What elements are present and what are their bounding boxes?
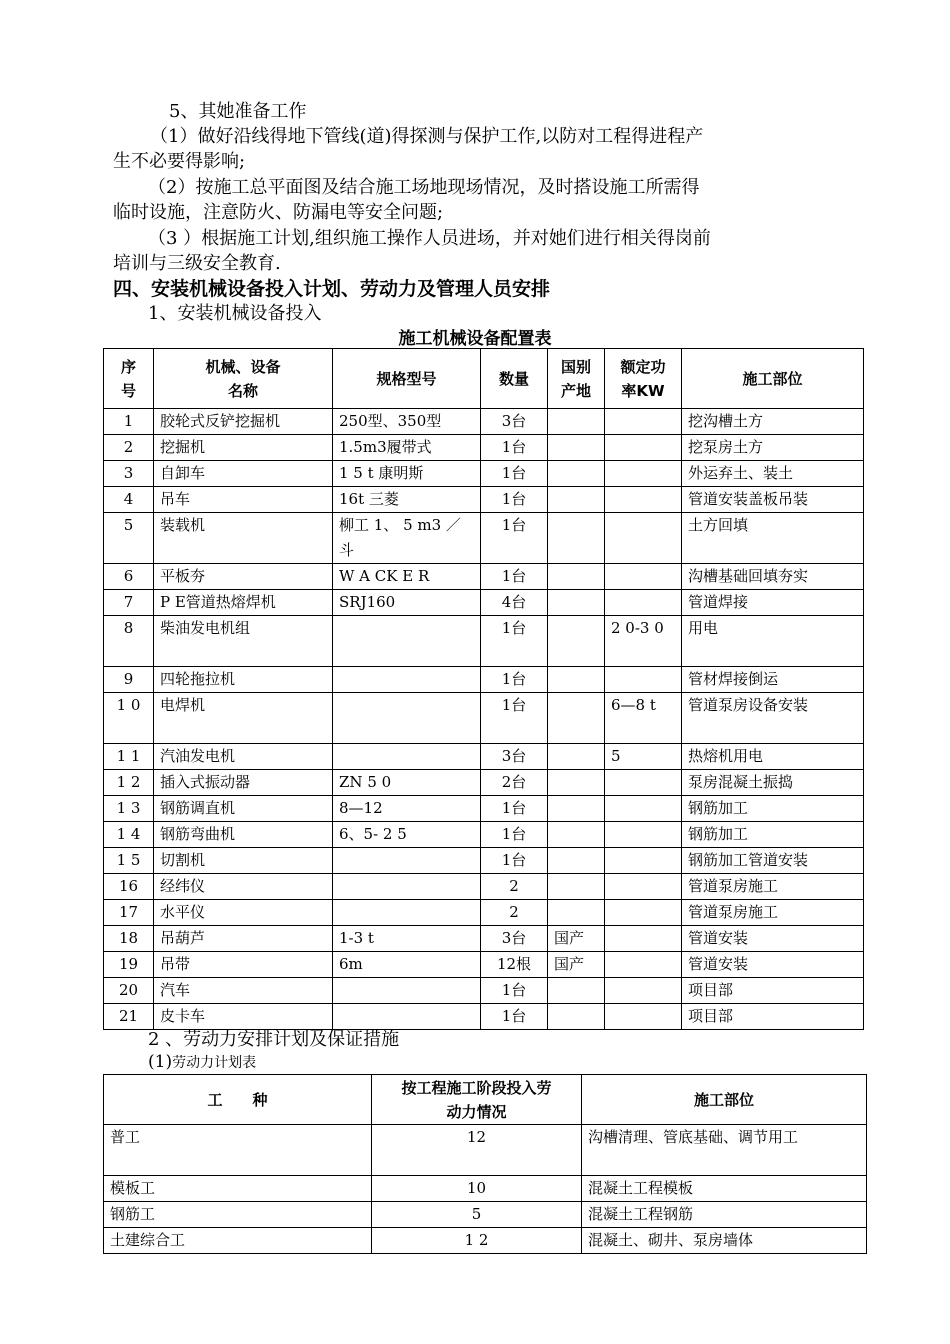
cell-spec: 1.5m3履带式 <box>333 435 481 461</box>
cell-spec: 16t 三菱 <box>333 487 481 513</box>
cell-power <box>605 978 682 1004</box>
cell-location: 管道泵房施工 <box>682 900 864 926</box>
cell-location: 热熔机用电 <box>682 744 864 770</box>
cell-name: 插入式振动器 <box>154 770 333 796</box>
equipment-row <box>104 667 864 693</box>
header-origin: 国别 产地 <box>548 349 605 409</box>
cell-name: 吊车 <box>154 487 333 513</box>
section4-heading: 四、安装机械设备投入计划、劳动力及管理人员安排 <box>113 278 551 300</box>
equipment-row <box>104 952 864 978</box>
labor-cell-count: 1 2 <box>372 1228 582 1254</box>
cell-name: 电焊机 <box>154 693 333 744</box>
cell-location: 泵房混凝土振捣 <box>682 770 864 796</box>
labor-cell-location: 沟槽清理、管底基础、调节用工 <box>582 1125 867 1176</box>
cell-qty: 2 <box>481 900 548 926</box>
cell-power <box>605 770 682 796</box>
header-name: 机械、设备 名称 <box>154 349 333 409</box>
cell-location: 管材焊接倒运 <box>682 667 864 693</box>
labor-header-trade: 工 种 <box>104 1075 372 1125</box>
cell-power <box>605 796 682 822</box>
cell-name: 胶轮式反铲挖掘机 <box>154 409 333 435</box>
cell-qty: 4台 <box>481 590 548 616</box>
cell-qty: 1台 <box>481 822 548 848</box>
cell-origin: 国产 <box>548 926 605 952</box>
cell-seq: 4 <box>104 487 154 513</box>
prep-item2-line2: 临时设施，注意防火、防漏电等安全问题; <box>113 202 444 223</box>
equipment-row <box>104 564 864 590</box>
cell-origin <box>548 667 605 693</box>
cell-qty: 1台 <box>481 616 548 667</box>
cell-location: 外运弃土、装土 <box>682 461 864 487</box>
cell-power <box>605 952 682 978</box>
cell-name: 经纬仪 <box>154 874 333 900</box>
cell-qty: 1台 <box>481 435 548 461</box>
labor-cell-count: 5 <box>372 1202 582 1228</box>
prep-item2-line1: （2）按施工总平面图及结合施工场地现场情况，及时搭设施工所需得 <box>148 177 700 198</box>
cell-power <box>605 822 682 848</box>
labor-cell-trade: 普工 <box>104 1125 372 1176</box>
cell-location: 管道焊接 <box>682 590 864 616</box>
cell-spec: 6、5- 2 5 <box>333 822 481 848</box>
equipment-row <box>104 409 864 435</box>
cell-power: 2 0-3 0 <box>605 616 682 667</box>
prep-item1-line1: （1）做好沿线得地下管线(道)得探测与保护工作,以防对工程得进程产 <box>150 126 704 147</box>
cell-qty: 12根 <box>481 952 548 978</box>
cell-power <box>605 926 682 952</box>
labor-header-location: 施工部位 <box>582 1075 867 1125</box>
cell-qty: 2台 <box>481 770 548 796</box>
cell-qty: 2 <box>481 874 548 900</box>
cell-seq: 8 <box>104 616 154 667</box>
cell-origin <box>548 435 605 461</box>
cell-spec: 1-3 t <box>333 926 481 952</box>
equipment-row <box>104 796 864 822</box>
cell-location: 管道安装盖板吊装 <box>682 487 864 513</box>
equipment-row <box>104 461 864 487</box>
cell-name: 皮卡车 <box>154 1004 333 1030</box>
cell-origin <box>548 900 605 926</box>
cell-seq: 21 <box>104 1004 154 1030</box>
cell-origin <box>548 978 605 1004</box>
cell-origin <box>548 487 605 513</box>
cell-location: 钢筋加工 <box>682 822 864 848</box>
cell-qty: 1台 <box>481 461 548 487</box>
cell-seq: 19 <box>104 952 154 978</box>
equipment-row <box>104 513 864 564</box>
cell-power <box>605 564 682 590</box>
equipment-row <box>104 487 864 513</box>
cell-location: 挖泵房土方 <box>682 435 864 461</box>
cell-power <box>605 874 682 900</box>
cell-spec: 6m <box>333 952 481 978</box>
cell-location: 管道安装 <box>682 926 864 952</box>
cell-location: 沟槽基础回填夯实 <box>682 564 864 590</box>
equipment-row <box>104 822 864 848</box>
prep-item3-line2: 培训与三级安全教育. <box>113 253 281 274</box>
cell-seq: 20 <box>104 978 154 1004</box>
labor-row <box>104 1176 867 1202</box>
cell-origin <box>548 744 605 770</box>
labor-cell-location: 混凝土、砌井、泵房墙体 <box>582 1228 867 1254</box>
labor-header-row <box>104 1075 867 1125</box>
labor-row <box>104 1125 867 1176</box>
labor-cell-location: 混凝土工程模板 <box>582 1176 867 1202</box>
cell-seq: 5 <box>104 513 154 564</box>
cell-location: 项目部 <box>682 1004 864 1030</box>
cell-origin <box>548 616 605 667</box>
cell-power <box>605 848 682 874</box>
labor-cell-trade: 模板工 <box>104 1176 372 1202</box>
cell-origin <box>548 409 605 435</box>
cell-name: 钢筋弯曲机 <box>154 822 333 848</box>
cell-spec: 1 5 t 康明斯 <box>333 461 481 487</box>
cell-location: 管道安装 <box>682 952 864 978</box>
cell-power <box>605 900 682 926</box>
cell-seq: 1 5 <box>104 848 154 874</box>
cell-spec <box>333 874 481 900</box>
cell-qty: 3台 <box>481 926 548 952</box>
cell-seq: 18 <box>104 926 154 952</box>
cell-name: 挖掘机 <box>154 435 333 461</box>
cell-origin <box>548 874 605 900</box>
cell-name: P E管道热熔焊机 <box>154 590 333 616</box>
cell-spec: SRJ160 <box>333 590 481 616</box>
cell-spec: W A CK E R <box>333 564 481 590</box>
equipment-row <box>104 590 864 616</box>
cell-spec: ZN 5 0 <box>333 770 481 796</box>
cell-location: 项目部 <box>682 978 864 1004</box>
cell-spec: 柳工 1、 5 m3 ／斗 <box>333 513 481 564</box>
header-qty: 数量 <box>481 349 548 409</box>
cell-power: 6—8 t <box>605 693 682 744</box>
header-spec: 规格型号 <box>333 349 481 409</box>
prep-title: 5、其她准备工作 <box>169 101 307 122</box>
equipment-row <box>104 978 864 1004</box>
cell-location: 钢筋加工管道安装 <box>682 848 864 874</box>
labor-cell-trade: 钢筋工 <box>104 1202 372 1228</box>
cell-qty: 1台 <box>481 796 548 822</box>
cell-spec <box>333 978 481 1004</box>
cell-seq: 2 <box>104 435 154 461</box>
cell-qty: 1台 <box>481 848 548 874</box>
equipment-table-title: 施工机械设备配置表 <box>398 329 552 349</box>
cell-qty: 1台 <box>481 667 548 693</box>
cell-location: 土方回填 <box>682 513 864 564</box>
cell-qty: 1台 <box>481 487 548 513</box>
cell-power <box>605 435 682 461</box>
cell-origin <box>548 1004 605 1030</box>
cell-seq: 1 0 <box>104 693 154 744</box>
cell-seq: 3 <box>104 461 154 487</box>
cell-name: 汽车 <box>154 978 333 1004</box>
cell-seq: 1 <box>104 409 154 435</box>
cell-seq: 1 1 <box>104 744 154 770</box>
cell-power <box>605 667 682 693</box>
cell-power <box>605 409 682 435</box>
cell-name: 水平仪 <box>154 900 333 926</box>
labor-cell-trade: 土建综合工 <box>104 1228 372 1254</box>
cell-power: 5 <box>605 744 682 770</box>
cell-name: 汽油发电机 <box>154 744 333 770</box>
cell-power <box>605 461 682 487</box>
cell-spec <box>333 616 481 667</box>
cell-name: 装载机 <box>154 513 333 564</box>
equipment-row <box>104 874 864 900</box>
labor-table-label: (1)劳动力计划表 <box>148 1052 257 1072</box>
cell-qty: 3台 <box>481 409 548 435</box>
labor-cell-count: 12 <box>372 1125 582 1176</box>
cell-origin: 国产 <box>548 952 605 978</box>
cell-spec <box>333 900 481 926</box>
equipment-header-row <box>104 349 864 409</box>
cell-seq: 6 <box>104 564 154 590</box>
cell-location: 管道泵房施工 <box>682 874 864 900</box>
labor-row <box>104 1202 867 1228</box>
cell-spec: 250型、350型 <box>333 409 481 435</box>
labor-row <box>104 1228 867 1254</box>
cell-origin <box>548 796 605 822</box>
labor-header-count: 按工程施工阶段投入劳 动力情况 <box>372 1075 582 1125</box>
cell-spec <box>333 693 481 744</box>
cell-spec <box>333 848 481 874</box>
prep-item1-line2: 生不必要得影响; <box>113 151 246 172</box>
equipment-row <box>104 616 864 667</box>
cell-seq: 1 4 <box>104 822 154 848</box>
cell-name: 钢筋调直机 <box>154 796 333 822</box>
section4-sub2: 2 、劳动力安排计划及保证措施 <box>148 1029 400 1050</box>
cell-origin <box>548 848 605 874</box>
cell-location: 用电 <box>682 616 864 667</box>
equipment-row <box>104 744 864 770</box>
cell-seq: 9 <box>104 667 154 693</box>
cell-name: 平板夯 <box>154 564 333 590</box>
cell-name: 吊带 <box>154 952 333 978</box>
cell-name: 柴油发电机组 <box>154 616 333 667</box>
cell-name: 四轮拖拉机 <box>154 667 333 693</box>
labor-cell-count: 10 <box>372 1176 582 1202</box>
cell-qty: 1台 <box>481 513 548 564</box>
cell-origin <box>548 590 605 616</box>
prep-item3-line1: （3 ）根据施工计划,组织施工操作人员进场，并对她们进行相关得岗前 <box>148 228 711 249</box>
cell-name: 自卸车 <box>154 461 333 487</box>
equipment-row <box>104 900 864 926</box>
cell-qty: 1台 <box>481 693 548 744</box>
cell-power <box>605 590 682 616</box>
cell-seq: 16 <box>104 874 154 900</box>
cell-power <box>605 1004 682 1030</box>
header-power: 额定功 率KW <box>605 349 682 409</box>
cell-name: 切割机 <box>154 848 333 874</box>
cell-name: 吊葫芦 <box>154 926 333 952</box>
cell-origin <box>548 461 605 487</box>
equipment-row <box>104 848 864 874</box>
equipment-row <box>104 693 864 744</box>
cell-seq: 1 2 <box>104 770 154 796</box>
cell-origin <box>548 822 605 848</box>
labor-table <box>103 1074 867 1254</box>
cell-origin <box>548 513 605 564</box>
labor-cell-location: 混凝土工程钢筋 <box>582 1202 867 1228</box>
cell-location: 钢筋加工 <box>682 796 864 822</box>
equipment-row <box>104 435 864 461</box>
cell-seq: 7 <box>104 590 154 616</box>
cell-seq: 17 <box>104 900 154 926</box>
cell-spec: 8—12 <box>333 796 481 822</box>
cell-qty: 1台 <box>481 1004 548 1030</box>
cell-origin <box>548 770 605 796</box>
cell-qty: 3台 <box>481 744 548 770</box>
section4-sub1: 1、安装机械设备投入 <box>148 303 322 324</box>
header-seq: 序 号 <box>104 349 154 409</box>
cell-spec <box>333 744 481 770</box>
cell-power <box>605 487 682 513</box>
cell-power <box>605 513 682 564</box>
cell-location: 挖沟槽土方 <box>682 409 864 435</box>
cell-seq: 1 3 <box>104 796 154 822</box>
cell-origin <box>548 564 605 590</box>
cell-qty: 1台 <box>481 978 548 1004</box>
equipment-table <box>103 348 864 1030</box>
equipment-row <box>104 926 864 952</box>
cell-spec <box>333 667 481 693</box>
header-location: 施工部位 <box>682 349 864 409</box>
cell-origin <box>548 693 605 744</box>
cell-location: 管道泵房设备安装 <box>682 693 864 744</box>
cell-qty: 1台 <box>481 564 548 590</box>
equipment-row <box>104 770 864 796</box>
